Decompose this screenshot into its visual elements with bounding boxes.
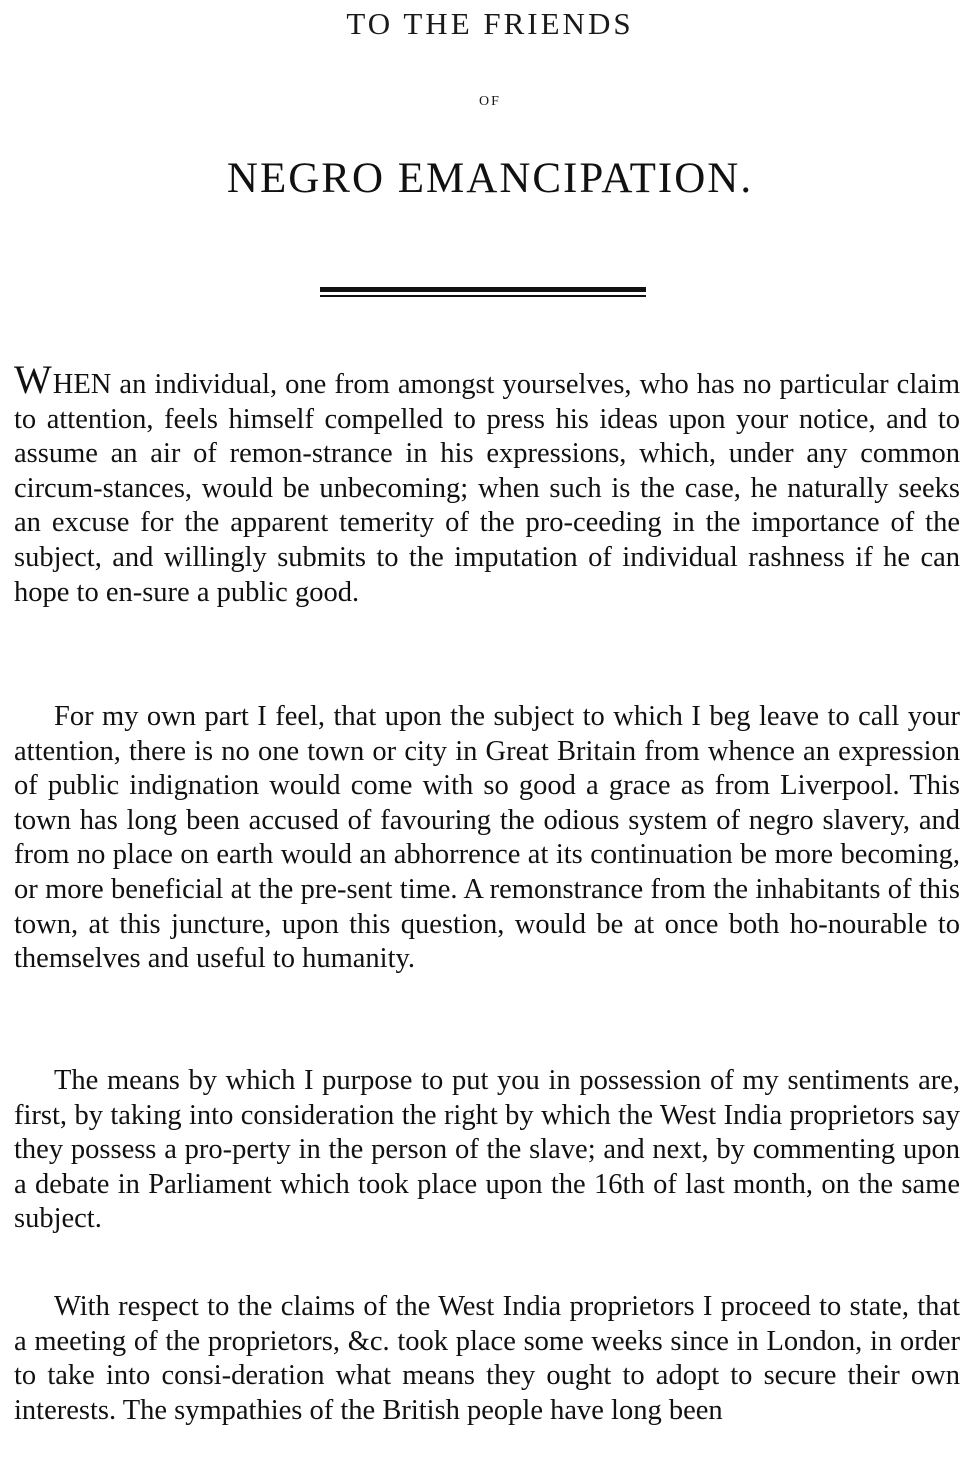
initial-letter: W — [14, 357, 53, 402]
paragraph-1 — [14, 357, 960, 610]
divider-thick-line — [320, 287, 646, 292]
paragraph-1-text: an individual, one from amongst yourselves, who has no particular claim to attention, feels himself compelled to press his ideas upon your notice, and to assume an air of remon-strance in his expressions, which, under any common circum-stances, would be unbecoming; when such is the case, he naturally seeks an excuse for the apparent temerity of the pro-ceeding in the importance of the subject, and willingly submits to the imputation of individual rashness if he can hope to en-sure a public good. — [14, 369, 960, 608]
paragraph-4: With respect to the claims of the West India proprietors I proceed to state, that a meeting of the proprietors, &c. took place some weeks since in London, in order to take into consi-deration what means they ought to adopt to secure their own interests. The sympathies of the British people have long been — [14, 1291, 960, 1426]
page-title: NEGRO EMANCIPATION. — [226, 155, 754, 202]
paragraph-3: The means by which I purpose to put you in possession of my sentiments are, first, by taking into consideration the right by which the West India proprietors say they possess a pro-perty in the person of the slave; and next, by commenting upon a debate in Parliament which took place upon the 16th of last month, on the same subject. — [14, 1065, 960, 1235]
initial-small-caps: HEN — [52, 369, 112, 400]
paragraph-2: For my own part I feel, that upon the subject to which I beg leave to call your attention, there is no one town or city in Great Britain from whence an expression of public indignation would come with so good a grace as from Liverpool. This town has long been accused of favouring the odious system of negro slavery, and from no place on earth would an abhorrence at its continuation be more becoming, or more beneficial at the pre-sent time. A remonstrance from the inhabitants of this town, at this juncture, upon this question, would be at once both ho-nourable to themselves and useful to humanity. — [14, 701, 960, 975]
heading-of: OF — [479, 94, 501, 109]
heading-line-to-the-friends: TO THE FRIENDS — [346, 6, 634, 41]
title-divider-rule — [320, 287, 646, 299]
divider-thin-line — [320, 295, 646, 297]
